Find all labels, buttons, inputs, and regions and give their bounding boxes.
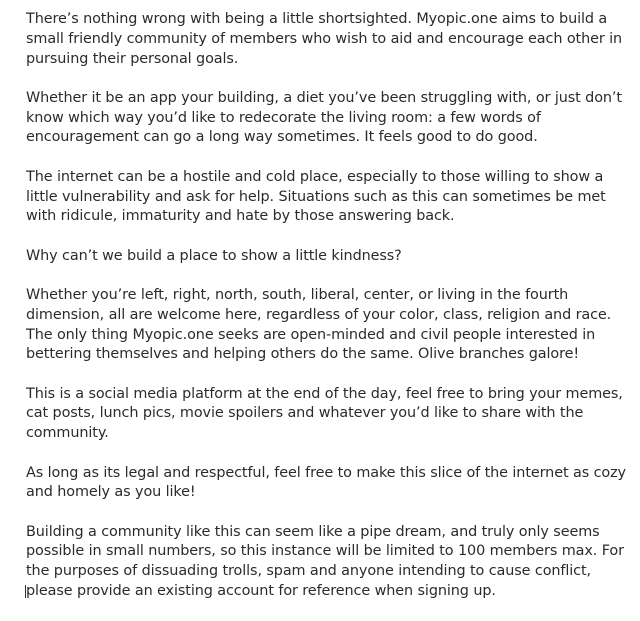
paragraph-community-limit: Building a community like this can seem like a pipe dream, and truly only seems possible in small numbers, so this instance will be limited to 100 members max. For the purposes of dissuading trolls, spam and anyone intending to cause conflict, please provide an existing account for reference when signing up.: [26, 523, 624, 600]
paragraph-internet: The internet can be a hostile and cold place, especially to those willing to show a little vulnerability and ask for help. Situations such as this can sometimes be met with ridicule, immaturity and hate by those answering back.: [26, 168, 606, 225]
text-cursor: [25, 585, 26, 598]
paragraph-inclusion: Whether you’re left, right, north, south, liberal, center, or living in the fourth dimension, all are welcome here, regardless of your color, class, religion and race. The only thing Myopic.one seeks are open-minded and civil people interested in bettering themselves and helping others do the same. Olive branches galore!: [26, 286, 612, 363]
paragraph-encouragement: Whether it be an app your building, a diet you’ve been struggling with, or just don’t know which way you’d like to redecorate the living room: a few words of encouragement can go a long way sometimes. It feels good to do good.: [26, 89, 622, 146]
paragraph-legal: As long as its legal and respectful, feel free to make this slice of the internet as cozy and homely as you like!: [26, 464, 626, 501]
paragraph-intro: There’s nothing wrong with being a little shortsighted. Myopic.one aims to build a small friendly community of members who wish to aid and encourage each other in pursuing their personal goals.: [26, 11, 623, 67]
paragraph-social-media: This is a social media platform at the end of the day, feel free to bring your memes, cat posts, lunch pics, movie spoilers and whatever you’d like to share with the community.: [26, 385, 623, 442]
document-body[interactable]: [26, 10, 626, 621]
paragraph-question: Why can’t we build a place to show a little kindness?: [26, 247, 402, 264]
